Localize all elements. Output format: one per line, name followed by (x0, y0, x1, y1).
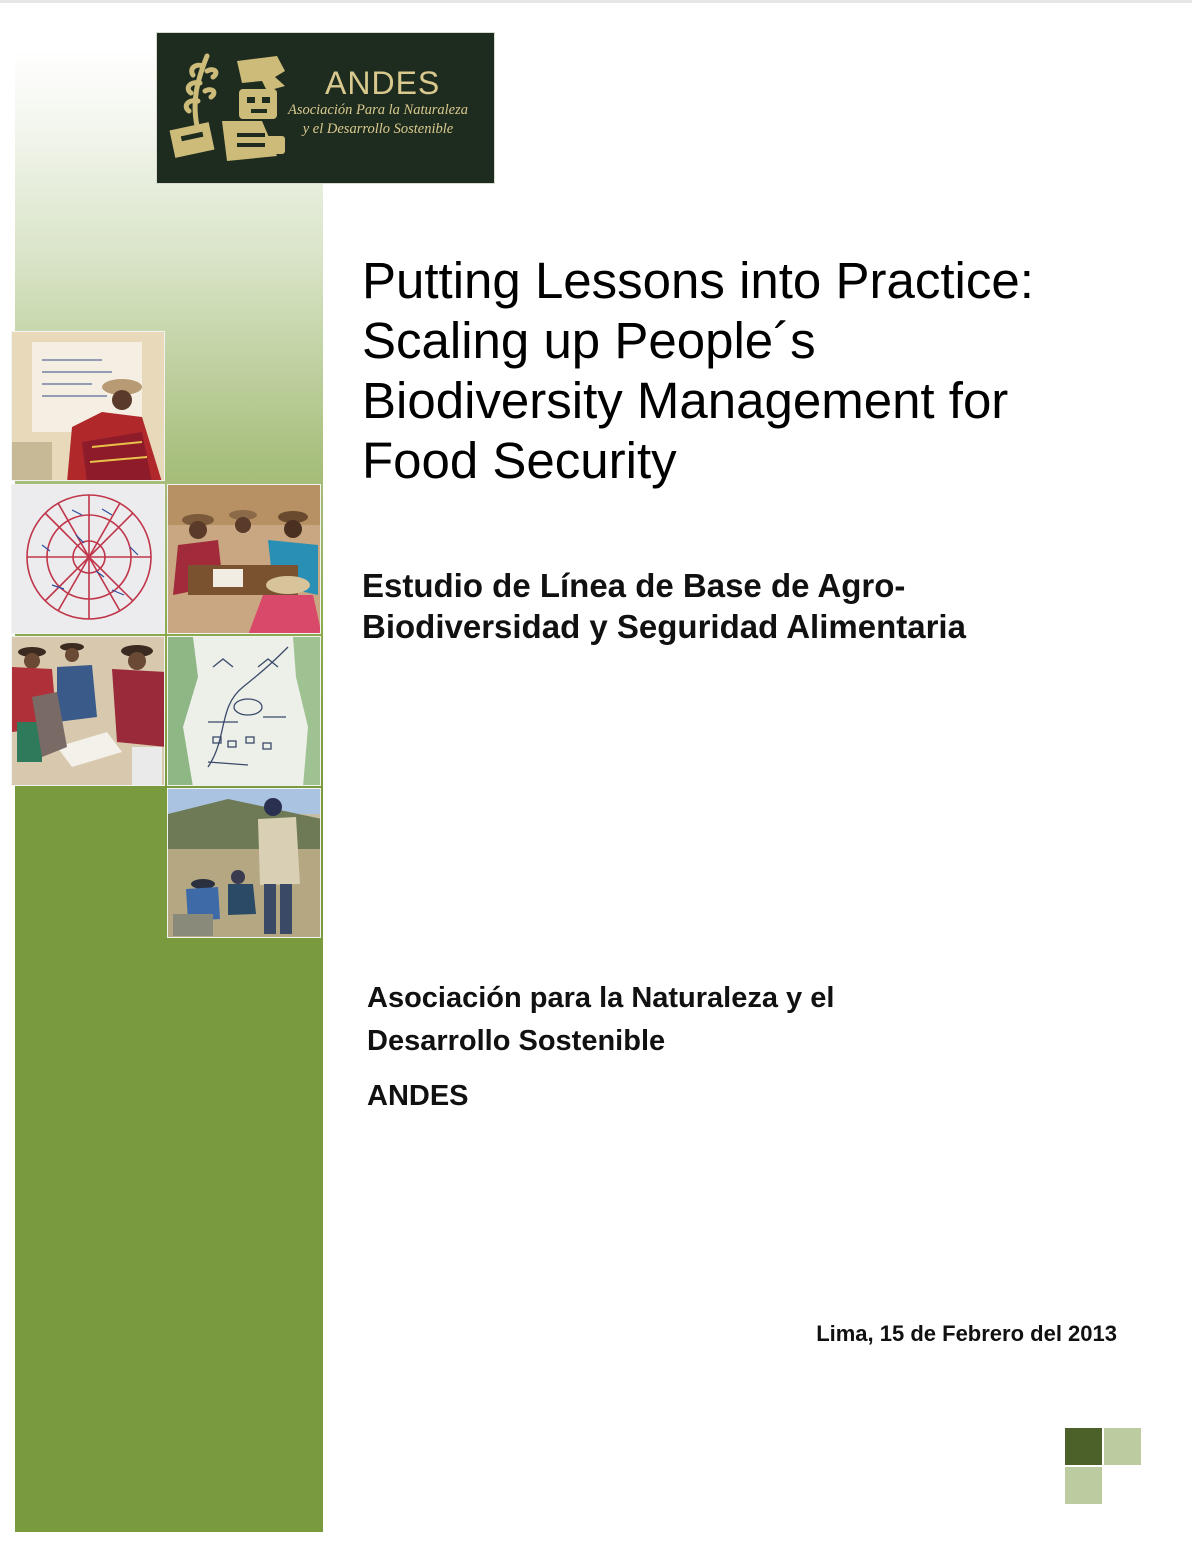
top-rule (0, 0, 1192, 3)
title-line-1: Putting Lessons into Practice: (362, 252, 1034, 309)
document-subtitle (362, 565, 1122, 647)
andes-logo (157, 33, 494, 183)
logo-tagline-line-2: y el Desarrollo Sostenible (302, 121, 454, 137)
decorative-square-dark (1065, 1428, 1102, 1465)
place-date: Lima, 15 de Febrero del 2013 (816, 1321, 1117, 1346)
subtitle-line-1: Estudio de Línea de Base de Agro- (362, 567, 906, 604)
workshop-wall-photo (11, 331, 165, 481)
document-title (362, 251, 1162, 491)
community-map-drawing-photo (167, 636, 321, 786)
title-line-3: Biodiversity Management for (362, 372, 1009, 429)
logo-tagline-line-1: Asociación Para la Naturaleza (287, 102, 469, 118)
field-interview-photo (167, 788, 321, 938)
decorative-square-light-right (1104, 1428, 1141, 1465)
logo-tagline (270, 101, 486, 139)
organization-line-1: Asociación para la Naturaleza y el (367, 982, 835, 1014)
circular-calendar-chart-photo (11, 484, 165, 634)
group-at-table-photo (167, 484, 321, 634)
decorative-square-light-bottom (1065, 1467, 1102, 1504)
subtitle-line-2: Biodiversidad y Seguridad Alimentaria (362, 608, 966, 645)
logo-wordmark: ANDES (325, 65, 441, 101)
organization-acronym: ANDES (367, 1080, 469, 1112)
women-seated-photo (11, 636, 165, 786)
organization-line-2: Desarrollo Sostenible (367, 1025, 666, 1057)
organization-name (367, 977, 1067, 1063)
title-line-4: Food Security (362, 432, 677, 489)
title-line-2: Scaling up People´s (362, 312, 816, 369)
